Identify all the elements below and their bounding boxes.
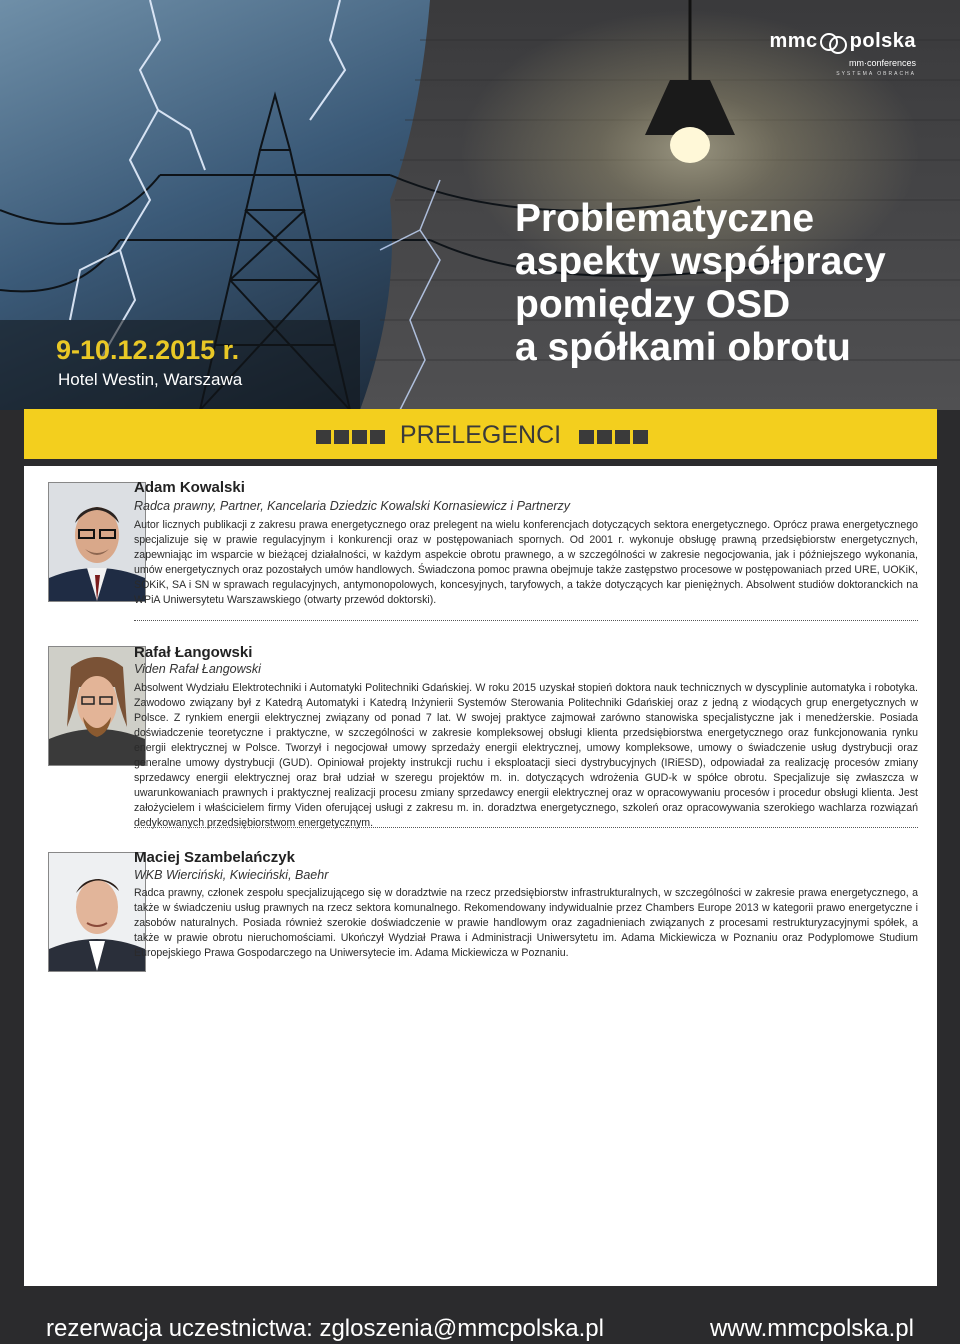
speakers-card: [24, 466, 937, 1286]
speaker-bio: Absolwent Wydziału Elektrotechniki i Automatyki Politechniki Gdańskiej. W roku 2015 uzyskał stopień doktora nauk technicznych w dyscyplinie automatyka i robotyka. Zawodowo związany był z Katedrą Automatyki i Katedrą Inżynierii Systemów Sterowania Politechniki Gdańskiej oraz z jedną z wiodących grup energetycznych w Polsce. Z rynkiem energii elektrycznej związany od ponad 7 lat. W swojej praktyce zajmował zarówno stanowiska specjalistyczne jak i menedżerskie. Posiada doświadczenie teoretyczne i praktyczne, w szczególności w zakresie kompleksowej obsługi klienta przedsiębiorstwa energetycznego oraz funkcjonowania rynku energii elektrycznej w Polsce. Tworzył i negocjował umowy sprzedaży energii elektrycznej, umowy kompleksowe, umowy o świadczenie usług dystrybucji oraz generalne umowy dystrybucji (GUD). Opiniował projekty instrukcji ruchu i eksploatacji sieci dystrybucyjnych (IRiESD), odpowiadał za realizację procesów zmiany sprzedawcy energii elektrycznej oraz brał udział w szeregu projektów m. in. dotyczących wdrożenia GUD-k w spółce obrotu. Specjalizuje się zwłaszcza w uwarunkowaniach prawnych i praktycznej realizacji procesu zmiany sprzedawcy energii elektrycznej oraz w opracowywaniu procesów i procedur obsługi klienta. Jest założycielem i właścicielem firmy Viden oferującej usługi z zakresu m. in. doradztwa energetycznego, szkoleń oraz opracowywania szerokiego wachlarza rozwiązań dedykowanych przedsiębiorstwom energetycznym.: [134, 682, 918, 829]
section-header: [24, 409, 937, 459]
speaker-role: Viden Rafał Łangowski: [134, 662, 261, 676]
site-suffix: .pl: [888, 1315, 914, 1342]
title-line: Problematyczne: [515, 197, 815, 240]
speaker-name: Adam Kowalski: [134, 479, 245, 496]
mmc-polska-logo: [769, 30, 916, 53]
speaker-photo: [48, 646, 146, 766]
logo-subtitle: [836, 58, 916, 80]
footer-label: rezerwacja uczestnictwa:: [46, 1315, 313, 1342]
divider: [134, 620, 918, 621]
decorative-blocks-icon: [576, 422, 648, 451]
title-line: aspekty współpracy: [515, 240, 886, 283]
event-date: 9-10.12.2015 r.: [56, 335, 240, 365]
logo-text-left: mmc: [769, 30, 818, 52]
logo-text-right: polska: [849, 30, 916, 52]
speaker-role: WKB Wierciński, Kwieciński, Baehr: [134, 868, 329, 882]
divider: [134, 827, 918, 828]
speaker-bio: Radca prawny, członek zespołu specjalizującego się w doradztwie na rzecz przedsiębiorstw infrastrukturalnych, w szczególności w zakresie prawa energetycznego, a także w świadczeniu usług prawnych na rzecz sektora komunalnego. Rekomendowany indywidualnie przez Chambers Europe 2013 w kategorii prawo energetyczne i zasobów naturalnych. Posiada również szerokie doświadczenie w prawie handlowym oraz zagadnieniach związanych z procesami restrukturyzacyjnymi spółek, a także w prawie obrotu nieruchomościami. Ukończył Wydział Prawa i Administracji Uniwersytetu im. Adama Mickiewicza w Poznaniu oraz Podyplomowe Studium Europejskiego Prawa Gospodarczego na Uniwersytecie im. Adama Mickiewicza w Poznaniu.: [134, 887, 918, 959]
page-title: [515, 197, 935, 369]
logo-sub-text: mm·conferences: [848, 58, 916, 68]
footer-email-link[interactable]: zgloszenia@mmcpolska.pl: [319, 1315, 604, 1342]
event-venue: Hotel Westin, Warszawa: [58, 370, 243, 389]
logo-rings-icon: [820, 33, 848, 51]
speaker-name: Rafał Łangowski: [134, 644, 253, 661]
speaker-bio: Autor licznych publikacji z zakresu prawa energetycznego oraz prelegent na wielu konferencjach dotyczących sektora energetycznego. Oprócz prawa energetycznego specjalizuje się w prawie regulacyjnym i konkurencji oraz w postępowaniach spornych. Od 2001 r. wykonuje obsługę prawną przedsiębiorstw energetycznych, zapewniając im wsparcie w bieżącej działalności, w każdym aspekcie obrotu prawnego, a w szczególności w zakresie negocjowania, jak i późniejszego wykonania, umów energetycznych oraz pozostałych umów handlowych. Świadczona pomoc prawna obejmuje także zastępstwo procesowe w postępowaniach przed URE, UOKiK, SOKiK, SA i SN w sprawach regulacyjnych, antymonopolowych, koncesyjnych, taryfowych, a także dotyczących kar pieniężnych. Absolwent studiów doktoranckich na WPiA Uniwersytetu Warszawskiego (otwarty przewód doktorski).: [134, 519, 918, 606]
footer-reservation: [46, 1315, 604, 1343]
site-name: mmcpolska: [767, 1315, 889, 1342]
site-prefix: www.: [709, 1315, 768, 1342]
decorative-blocks-icon: [313, 422, 385, 451]
title-line: pomiędzy OSD: [515, 283, 791, 326]
section-title: PRELEGENCI: [399, 421, 562, 449]
title-line: a spółkami obrotu: [515, 326, 851, 369]
footer-website-link[interactable]: [710, 1315, 914, 1343]
speaker-name: Maciej Szambelańczyk: [134, 849, 295, 866]
speaker-role: Radca prawny, Partner, Kancelaria Dziedzic Kowalski Kornasiewicz i Partnerzy: [134, 499, 571, 513]
footer: [0, 1305, 960, 1344]
logo-sub-small: SYSTEMA OBRACHA: [836, 71, 916, 77]
speaker-photo: [48, 482, 146, 602]
hero-banner: [0, 0, 960, 410]
speaker-photo: [48, 852, 146, 972]
